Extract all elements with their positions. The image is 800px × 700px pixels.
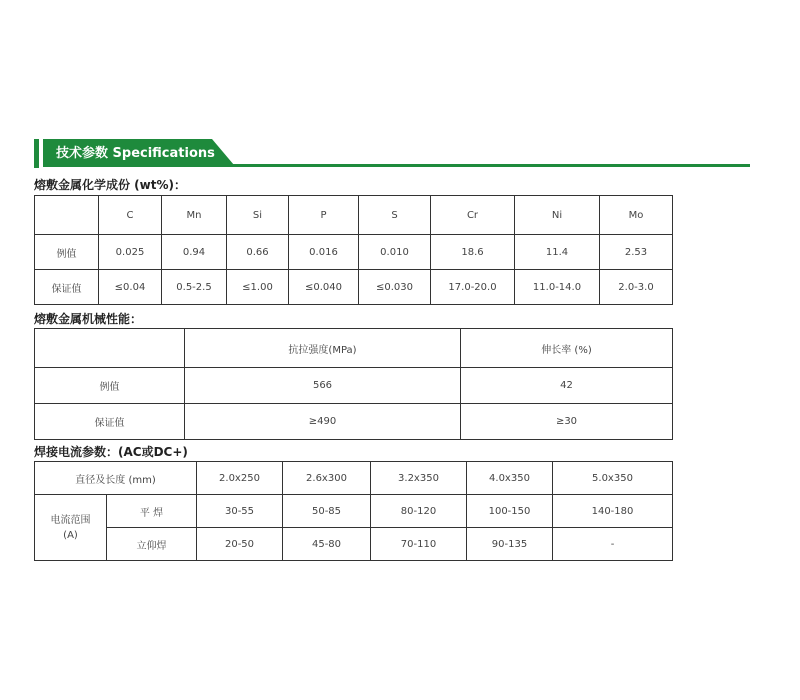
table-cell: 20-50 xyxy=(197,528,283,561)
range-label-line1: 电流范围 xyxy=(50,514,91,526)
chemical-table xyxy=(34,195,673,305)
row-label: 例值 xyxy=(35,368,185,404)
table-cell: 0.94 xyxy=(162,235,227,270)
header-cell: 2.6x300 xyxy=(283,462,371,495)
header-cell: Mn xyxy=(162,196,227,235)
header-cell: P xyxy=(289,196,359,235)
position-label: 立仰焊 xyxy=(107,528,197,561)
header-cell: 伸长率 (%) xyxy=(461,329,673,368)
header-cell: 抗拉强度(MPa) xyxy=(185,329,461,368)
mechanical-table xyxy=(34,328,673,440)
banner-title: 技术参数 Specifications xyxy=(56,146,215,161)
header-cell: 2.0x250 xyxy=(197,462,283,495)
header-cell xyxy=(35,196,99,235)
table-header-row xyxy=(35,329,673,368)
mechanical-section-title: 熔敷金属机械性能： xyxy=(34,312,143,326)
table-cell: 0.66 xyxy=(227,235,289,270)
range-label xyxy=(35,495,107,561)
chemical-section-title: 熔敷金属化学成份 (wt%)： xyxy=(34,178,186,192)
table-cell: 140-180 xyxy=(553,495,673,528)
header-cell: 4.0x350 xyxy=(467,462,553,495)
section-banner xyxy=(34,139,750,168)
table-cell: 11.0-14.0 xyxy=(515,270,600,305)
table-row xyxy=(35,495,673,528)
table-cell: 30-55 xyxy=(197,495,283,528)
table-cell: 70-110 xyxy=(371,528,467,561)
header-cell: 5.0x350 xyxy=(553,462,673,495)
range-label-line2: (A) xyxy=(63,529,78,541)
table-cell: 18.6 xyxy=(431,235,515,270)
table-cell: 80-120 xyxy=(371,495,467,528)
table-cell: 2.53 xyxy=(600,235,673,270)
table-cell: 11.4 xyxy=(515,235,600,270)
table-cell: 0.010 xyxy=(359,235,431,270)
current-table xyxy=(34,461,673,561)
table-cell: 45-80 xyxy=(283,528,371,561)
header-cell: Ni xyxy=(515,196,600,235)
table-cell: - xyxy=(553,528,673,561)
header-cell: 3.2x350 xyxy=(371,462,467,495)
row-label: 保证值 xyxy=(35,270,99,305)
row-label: 例值 xyxy=(35,235,99,270)
table-cell: ≤1.00 xyxy=(227,270,289,305)
table-header-row xyxy=(35,196,673,235)
header-cell: Cr xyxy=(431,196,515,235)
table-cell: 90-135 xyxy=(467,528,553,561)
table-row xyxy=(35,270,673,305)
table-row xyxy=(35,368,673,404)
table-cell: ≤0.040 xyxy=(289,270,359,305)
header-cell: Si xyxy=(227,196,289,235)
table-cell: 42 xyxy=(461,368,673,404)
table-cell: 50-85 xyxy=(283,495,371,528)
table-header-row xyxy=(35,462,673,495)
position-label: 平 焊 xyxy=(107,495,197,528)
table-cell: ≤0.04 xyxy=(99,270,162,305)
table-cell: ≤0.030 xyxy=(359,270,431,305)
table-cell: ≥30 xyxy=(461,404,673,440)
table-cell: 17.0-20.0 xyxy=(431,270,515,305)
table-row xyxy=(35,528,673,561)
table-cell: 2.0-3.0 xyxy=(600,270,673,305)
header-cell: C xyxy=(99,196,162,235)
table-cell: 0.5-2.5 xyxy=(162,270,227,305)
table-cell: ≥490 xyxy=(185,404,461,440)
table-row xyxy=(35,235,673,270)
size-label: 直径及长度 (mm) xyxy=(35,462,197,495)
current-section-title: 焊接电流参数：(AC或DC+) xyxy=(34,445,188,459)
row-label: 保证值 xyxy=(35,404,185,440)
header-cell xyxy=(35,329,185,368)
table-row xyxy=(35,404,673,440)
table-cell: 100-150 xyxy=(467,495,553,528)
table-cell: 0.025 xyxy=(99,235,162,270)
header-cell: S xyxy=(359,196,431,235)
table-cell: 0.016 xyxy=(289,235,359,270)
header-cell: Mo xyxy=(600,196,673,235)
table-cell: 566 xyxy=(185,368,461,404)
